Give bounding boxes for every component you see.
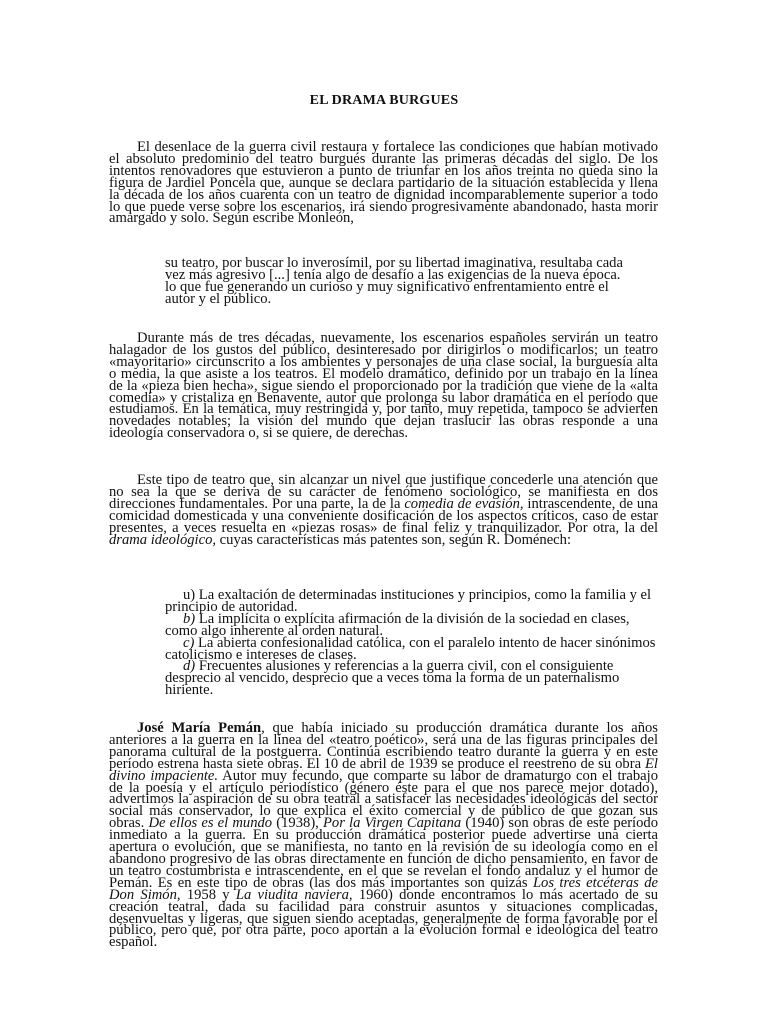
paragraph-peman: [109, 720, 659, 951]
list-item-d-text: Frecuentes alusiones y referencias a la guerra civil, con el consiguiente desprecio al vencido, desprecio que a veces toma la forma de un paternalismo hiriente.: [165, 658, 620, 699]
paragraph-peman-text-1: , que había iniciado su producción dramática durante los años anteriores a la guerra en la línea del «teatro poético», será una de las figuras principales del panorama cultural de la postguerra. Continúa escribiendo teatro durante la guerra y en este período estrena hasta siete obras. El 10 de abril de 1939 se produce el reestreno de su obra: [109, 720, 658, 772]
list-item: [165, 658, 659, 699]
italic-viudita-naviera: La viudita naviera,: [235, 886, 353, 903]
paragraph-peman-text-3: (1938),: [272, 815, 323, 832]
list-item-c-text: La abierta confesionalidad católica, con el paralelo intento de hacer sinónimos catolicismo e intereses de clases.: [165, 634, 656, 663]
list-item-b-label: b): [183, 610, 196, 627]
list-item-a-text: u) La exaltación de determinadas instituciones y principios, como la familia y el principio de autoridad.: [165, 587, 652, 615]
paragraph-intro-text: El desenlace de la guerra civil restaura y fortalece las condiciones que habían motivado el absoluto predominio del teatro burgués durante las primeras décadas del siglo. De los intentos renovadores que estuvieron a punto de triunfar en los años treinta no queda sino la figura de Jardiel Poncela que, aunque se declara partidario de la situación establecida y llena la década de los años cuarenta con un teatro de dignidad incomparablemente superior a todo lo que puede verse sobre los escenarios, irá siendo progresivamente abandonado, hasta morir amargado y solo. Según escribe Monleón,: [109, 139, 658, 227]
italic-comedia-evasion: comedia de evasión,: [404, 495, 524, 512]
list-item-d-label: d): [183, 658, 196, 675]
italic-tres-etceteras: Los tres etcéteras de Don Simón,: [109, 874, 659, 903]
paragraph-three-decades-text: Durante más de tres décadas, nuevamente, los escenarios españoles servirán un teatro halagador de los gustos del público, desinteresado por dirigirlos o modificarlos; un teatro «mayoritario» circunscrito a los ambientes y personajes de una clase social, la burguesía alta o media, la que asiste a los teatros. El modelo dramático, definido por un trabajo en la línea de la «pieza bien hecha», sigue siendo el proporcionado por la tradición que viene de la «alta comedia» y cristaliza en Benavente, autor que prolonga su labor dramática en el período que estudiamos. En la temática, muy restringida y, por tanto, muy repetida, tampoco se advierten novedades notables; la visión del mundo que dejan traslucir las obras responde a una ideología conservadora o, si se quiere, de derechas.: [109, 330, 658, 442]
author-name-peman: José María Pemán: [137, 720, 262, 736]
paragraph-intro: [109, 139, 658, 227]
document-title: EL DRAMA BURGUES: [309, 93, 459, 108]
paragraph-peman-text-5: 1958 y: [180, 886, 236, 903]
list-item-b-text: La implícita o explícita afirmación de la división de la sociedad en clases, como algo inherente al orden natural.: [165, 610, 630, 639]
paragraph-peman-text-4: (1940) son obras de este período inmediato a la guerra. En su producción dramática posterior puede advertirse una cierta apertura o evolución, que se manifiesta, no tanto en la revisión de su ideología como en el abandono progresivo de las obras directamente en función de dicho pensamiento, en favor de un teatro costumbrista e intrascendente, en el que se revelan el fondo andaluz y el humor de Pemán. Es en este tipo de obras (las dos más importantes son quizás: [109, 815, 659, 891]
paragraph-theatre-types-text-3: cuyas características más patentes son, según R. Doménech:: [216, 531, 572, 548]
list-item-c-label: c): [183, 634, 195, 651]
italic-divino-impaciente: El divino impaciente.: [109, 755, 658, 784]
paragraph-three-decades: [109, 330, 658, 442]
paragraph-theatre-types-text-1: Este tipo de teatro que, sin alcanzar un nivel que justifique concederle una atención que no sea la que se deriva de su carácter de fenómeno sociológico, se manifiesta en dos direcciones fundamentales. Por una parte, la de la: [109, 472, 658, 512]
paragraph-peman-text-2: Autor muy fecundo, que comparte su labor de dramaturgo con el trabajo de la poesía y el artículo periodístico (género éste para el que nos parece mejor dotado), advertimos la aspiración de su obra teatral a satisfacer las necesidades ideológicas del sector social más conservador, lo que explica el éxito comercial y de público de que gozan sus obras.: [109, 767, 658, 832]
italic-de-ellos-es-el-mundo: De ellos es el mundo: [148, 815, 273, 832]
paragraph-theatre-types: [109, 472, 658, 548]
block-quote-monleon: su teatro, por buscar lo inverosímil, por su libertad imaginativa, resultaba cada vez más agresivo [...] tenía algo de desafío a las exigencias de la nueva época. lo que fue generando un curioso y muy significativo enfrentamiento entre el autor y el público.: [165, 255, 623, 307]
italic-virgen-capitana: Por la Virgen Capitana: [323, 815, 462, 832]
characteristics-list: [165, 587, 659, 699]
italic-drama-ideologico: drama ideológico,: [109, 531, 217, 548]
paragraph-peman-text-6: 1960) donde encontramos lo más acertado de su creación teatral, dada su facilidad para construir asuntos y situaciones complicadas, desenvueltas y ligeras, que siguen siendo aceptadas, generalmente de forma favorable por el público, pero que, por otra parte, poco aportan a la evolución formal e ideológica del teatro español.: [109, 886, 659, 951]
paragraph-theatre-types-text-2: intrascendente, de una comicidad domesticada y una conveniente dosificación de los aspectos críticos, caso de estar presentes, a veces resuelta en «piezas rosas» de final feliz y tranquilizador. Por otra, la del: [109, 495, 658, 536]
